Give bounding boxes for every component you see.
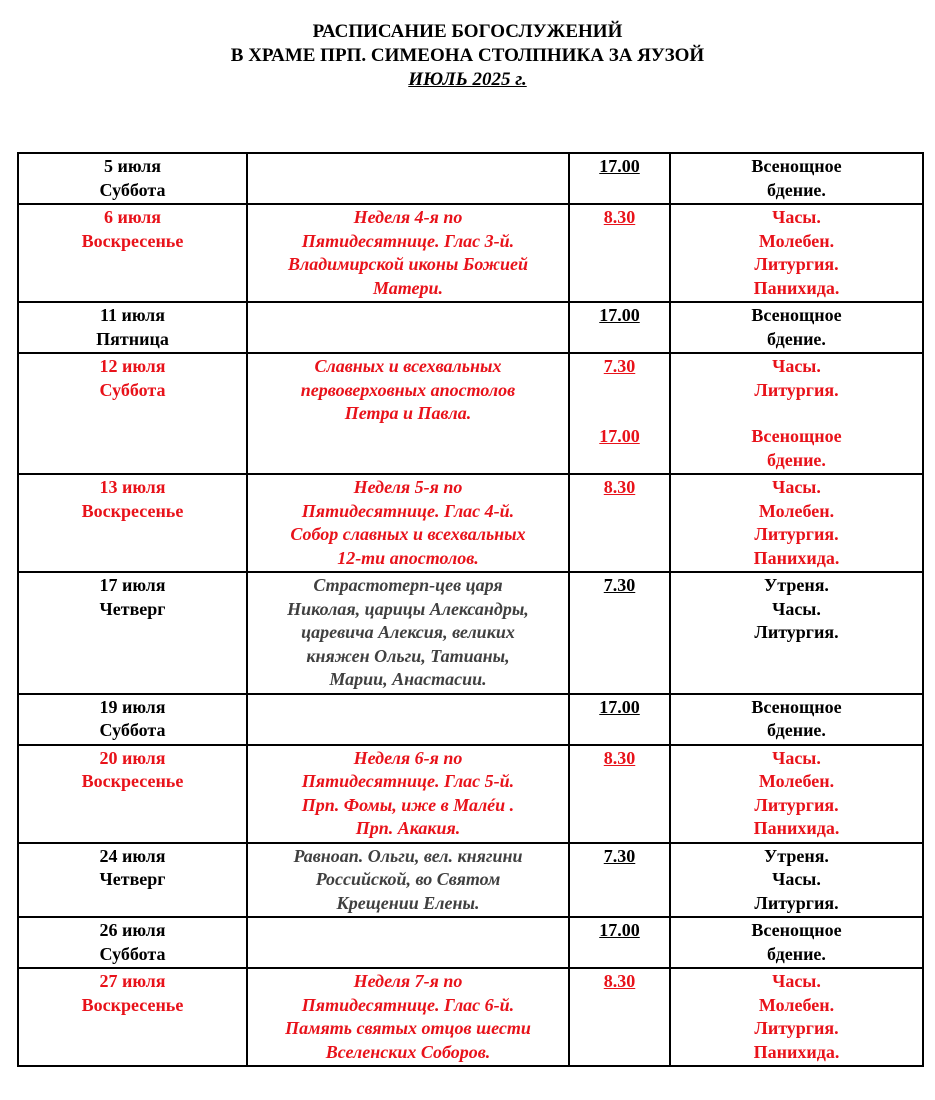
service-time: 7.30	[603, 356, 636, 376]
feast-cell	[247, 474, 569, 572]
weekday: Четверг	[99, 869, 166, 889]
service-date: 13 июля	[99, 477, 166, 497]
schedule-row	[18, 694, 923, 745]
services-cell	[670, 843, 923, 918]
feast-cell	[247, 302, 569, 353]
feast-line: Прп. Акакия.	[355, 818, 461, 838]
service-date: 24 июля	[99, 845, 166, 866]
feast-line: Крещении Елены.	[336, 892, 480, 913]
service-name: бдение.	[767, 720, 826, 740]
block-spacer	[675, 402, 918, 425]
feast-cell	[247, 353, 569, 474]
service-name: Литургия.	[754, 254, 839, 274]
services-cell	[670, 353, 923, 474]
feast-cell	[247, 204, 569, 302]
service-time: 8.30	[603, 971, 636, 991]
service-name: Всенощное	[751, 156, 842, 176]
service-name: Молебен.	[758, 230, 835, 251]
date-cell	[18, 204, 247, 302]
services-cell	[670, 474, 923, 572]
service-time: 8.30	[603, 207, 636, 227]
service-name: Часы.	[772, 207, 821, 227]
service-time: 7.30	[603, 575, 636, 595]
service-date: 26 июля	[99, 920, 166, 940]
service-date: 5 июля	[103, 156, 161, 176]
schedule-row	[18, 745, 923, 843]
feast-line: Неделя 7-я по	[353, 971, 463, 991]
service-name: Всенощное	[751, 696, 842, 717]
weekday: Воскресенье	[81, 500, 184, 521]
schedule-body	[18, 153, 923, 1066]
service-name: Часы.	[772, 747, 821, 768]
service-name: Литургия.	[754, 524, 839, 544]
feast-line: Неделя 5-я по	[353, 477, 463, 497]
service-name: Панихида.	[753, 277, 840, 298]
feast-line: царевича Алексия, великих	[301, 622, 515, 642]
schedule-row	[18, 302, 923, 353]
time-cell	[569, 968, 670, 1066]
date-cell	[18, 968, 247, 1066]
date-cell	[18, 917, 247, 968]
time-cell	[569, 917, 670, 968]
service-name: Часы.	[772, 356, 821, 376]
service-date: 11 июля	[99, 305, 166, 325]
schedule-row	[18, 153, 923, 204]
weekday: Четверг	[99, 598, 166, 619]
service-name: Утреня.	[764, 845, 829, 866]
weekday: Суббота	[99, 720, 166, 740]
services-cell	[670, 694, 923, 745]
service-name: Часы.	[772, 477, 821, 497]
weekday: Воскресенье	[81, 230, 184, 251]
time-cell	[569, 153, 670, 204]
feast-line: Пятидесятнице. Глас 4-й.	[301, 500, 515, 521]
weekday: Воскресенье	[81, 994, 184, 1015]
date-cell	[18, 843, 247, 918]
time-cell	[569, 474, 670, 572]
weekday: Суббота	[99, 943, 166, 964]
feast-cell	[247, 917, 569, 968]
service-name: бдение.	[767, 943, 826, 964]
service-name: Часы.	[772, 869, 821, 889]
service-time: 8.30	[603, 747, 636, 768]
time-cell	[569, 745, 670, 843]
services-cell	[670, 153, 923, 204]
feast-line: Пятидесятнице. Глас 5-й.	[301, 771, 515, 791]
feast-line: Прп. Фомы, иже в Малéи .	[301, 794, 515, 815]
header-title: РАСПИСАНИЕ БОГОСЛУЖЕНИЙ	[312, 21, 623, 42]
date-cell	[18, 572, 247, 694]
feast-line: Неделя 4-я по	[353, 207, 463, 227]
feast-line: первоверховных апостолов	[300, 379, 516, 400]
service-name: Молебен.	[758, 500, 835, 521]
header-church-name: В ХРАМЕ ПРП. СИМЕОНА СТОЛПНИКА ЗА ЯУЗОЙ	[230, 45, 705, 66]
time-cell	[569, 204, 670, 302]
service-name: Литургия.	[754, 379, 839, 400]
schedule-row	[18, 474, 923, 572]
block-spacer	[574, 379, 665, 425]
schedule-row	[18, 572, 923, 694]
time-cell	[569, 572, 670, 694]
service-name: Литургия.	[754, 892, 839, 913]
service-time: 17.00	[599, 156, 640, 176]
service-name: Молебен.	[758, 994, 835, 1015]
service-time: 8.30	[603, 477, 636, 497]
service-time: 17.00	[599, 305, 640, 325]
weekday: Суббота	[99, 179, 166, 200]
feast-line: Пятидесятнице. Глас 6-й.	[301, 994, 515, 1015]
date-cell	[18, 694, 247, 745]
date-cell	[18, 745, 247, 843]
schedule-row	[18, 968, 923, 1066]
date-cell	[18, 302, 247, 353]
service-date: 19 июля	[99, 696, 166, 717]
services-cell	[670, 745, 923, 843]
service-name: Литургия.	[754, 622, 839, 642]
feast-cell	[247, 968, 569, 1066]
service-name: Молебен.	[758, 771, 835, 791]
feast-line: Пятидесятнице. Глас 3-й.	[301, 230, 515, 251]
feast-line: Страстотерп-цев царя	[313, 575, 503, 595]
schedule-row	[18, 353, 923, 474]
weekday: Воскресенье	[81, 771, 184, 791]
feast-line: княжен Ольги, Татианы,	[306, 645, 510, 666]
schedule-row	[18, 204, 923, 302]
service-name: Часы.	[772, 598, 821, 619]
service-name: бдение.	[767, 328, 826, 349]
feast-line: Марии, Анастасии.	[329, 669, 487, 689]
feast-line: Владимирской иконы Божией	[287, 254, 529, 274]
service-time: 17.00	[599, 696, 640, 717]
schedule-row	[18, 917, 923, 968]
date-cell	[18, 474, 247, 572]
feast-cell	[247, 843, 569, 918]
services-cell	[670, 204, 923, 302]
services-cell	[670, 572, 923, 694]
service-name: Всенощное	[751, 920, 842, 940]
service-name: Литургия.	[754, 1018, 839, 1038]
feast-line: Равноап. Ольги, вел. княгини	[293, 845, 523, 866]
header-month: ИЮЛЬ 2025 г.	[408, 69, 527, 90]
service-name: бдение.	[767, 449, 826, 470]
weekday: Суббота	[99, 379, 166, 400]
schedule-row	[18, 843, 923, 918]
time-cell	[569, 694, 670, 745]
schedule-header	[0, 20, 935, 92]
date-cell	[18, 153, 247, 204]
time-cell	[569, 353, 670, 474]
service-name: Всенощное	[751, 305, 842, 325]
schedule-table	[17, 152, 924, 1067]
service-name: Панихида.	[753, 1041, 840, 1062]
feast-line: Собор славных и всехвальных	[290, 524, 526, 544]
service-name: Всенощное	[751, 426, 842, 446]
time-cell	[569, 302, 670, 353]
feast-cell	[247, 572, 569, 694]
feast-cell	[247, 745, 569, 843]
feast-line: Неделя 6-я по	[353, 747, 463, 768]
feast-line: Славных и всехвальных	[314, 356, 502, 376]
service-name: бдение.	[767, 179, 826, 200]
service-date: 20 июля	[99, 747, 166, 768]
feast-line: Память святых отцов шести	[285, 1018, 531, 1038]
service-time: 7.30	[603, 845, 636, 866]
service-date: 17 июля	[99, 575, 166, 595]
feast-line: Матери.	[372, 277, 443, 298]
time-cell	[569, 843, 670, 918]
feast-line: Российской, во Святом	[315, 869, 501, 889]
service-name: Утреня.	[764, 575, 829, 595]
feast-cell	[247, 694, 569, 745]
date-cell	[18, 353, 247, 474]
service-date: 27 июля	[99, 971, 166, 991]
services-cell	[670, 917, 923, 968]
service-name: Часы.	[772, 971, 821, 991]
service-date: 6 июля	[103, 207, 161, 227]
feast-line: 12-ти апостолов.	[337, 547, 479, 568]
service-name: Панихида.	[753, 818, 840, 838]
feast-line: Петра и Павла.	[344, 403, 472, 423]
service-time: 17.00	[599, 920, 640, 940]
service-name: Панихида.	[753, 547, 840, 568]
feast-cell	[247, 153, 569, 204]
service-date: 12 июля	[99, 356, 166, 376]
services-cell	[670, 302, 923, 353]
services-cell	[670, 968, 923, 1066]
service-name: Литургия.	[754, 794, 839, 815]
weekday: Пятница	[96, 328, 169, 349]
service-time: 17.00	[599, 425, 640, 446]
feast-line: Николая, царицы Александры,	[287, 598, 529, 619]
feast-line: Вселенских Соборов.	[325, 1041, 491, 1062]
